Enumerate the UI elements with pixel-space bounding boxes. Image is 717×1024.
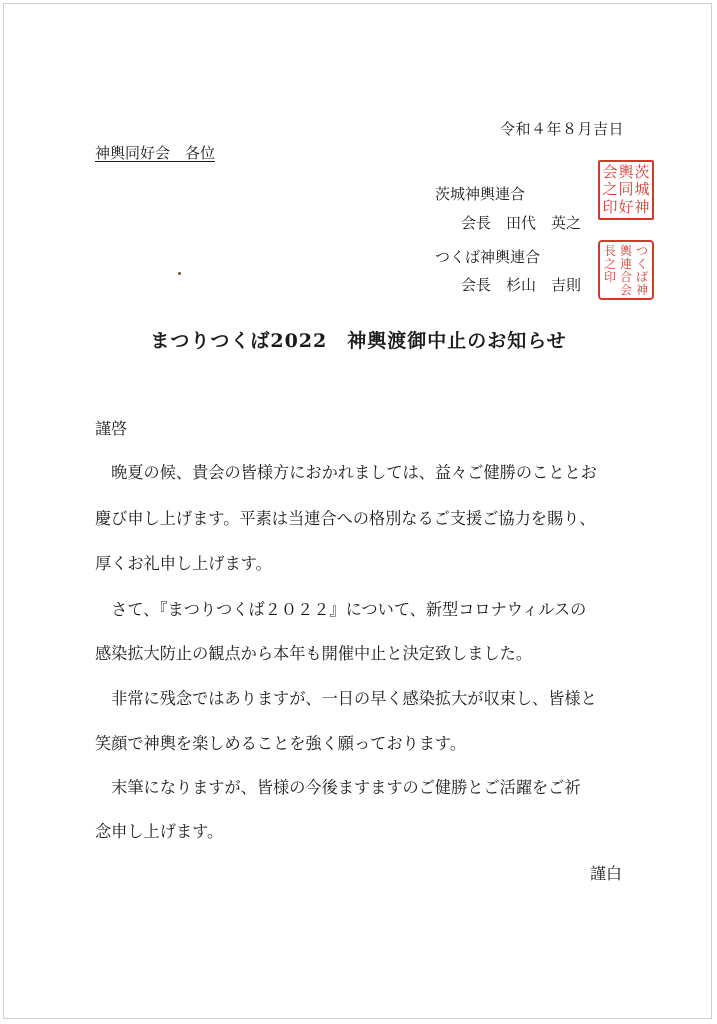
seal-char: 之 [602, 180, 618, 199]
seal-char: ば [635, 269, 648, 284]
seal-char: 之 [603, 256, 616, 271]
sender-org-2: つくば神輿連合 [435, 248, 541, 266]
closing: 謹白 [590, 864, 623, 883]
body-line: 末筆になりますが、皆様の今後ますますのご健勝とご活躍をご祈 [95, 778, 581, 797]
seal-char: 茨 [634, 163, 650, 182]
seal-char: く [635, 256, 648, 271]
body-line: 慶び申し上げます。平素は当連合への格別なるご支援ご協力を賜り、 [95, 509, 596, 528]
paper-speck [178, 272, 181, 275]
seal-char: 合 [619, 269, 632, 284]
seal-char: 輿 [619, 243, 632, 258]
seal-char: 会 [619, 282, 632, 297]
seal-stamp-tsukuba [598, 240, 654, 300]
sender-org-1: 茨城神輿連合 [435, 185, 526, 203]
body-line: 非常に残念ではありますが、一日の早く感染拡大が収束し、皆様と [95, 689, 597, 708]
seal-char: 神 [635, 282, 648, 297]
seal-char: 輿 [618, 163, 634, 182]
seal-char: 印 [603, 269, 616, 284]
sender-president-2: 会長 杉山 吉則 [461, 276, 582, 294]
body-line: 晩夏の候、貴会の皆様方におかれましては、益々ご健勝のこととお [95, 463, 597, 482]
letter-title: まつりつくば2022 神輿渡御中止のお知らせ [150, 330, 567, 352]
seal-char: つ [635, 243, 648, 258]
body-line: さて、『まつりつくば２０２２』について、新型コロナウィルスの [95, 600, 587, 619]
body-line: 笑顔で神輿を楽しめることを強く願っております。 [95, 734, 467, 753]
recipient: 神輿同好会 各位 [95, 144, 216, 162]
seal-char: 連 [619, 256, 632, 271]
seal-char: 城 [634, 180, 650, 199]
seal-char: 印 [602, 197, 618, 216]
seal-char: 同 [618, 180, 634, 199]
body-line: 感染拡大防止の観点から本年も開催中止と決定致しました。 [95, 644, 533, 663]
body-line: 念申し上げます。 [95, 822, 224, 841]
salutation: 謹啓 [95, 419, 128, 438]
seal-char: 会 [602, 163, 618, 182]
body-line: 厚くお礼申し上げます。 [95, 554, 272, 573]
seal-stamp-ibaraki [598, 160, 654, 220]
seal-char: 長 [603, 243, 616, 258]
sender-president-1: 会長 田代 英之 [461, 214, 582, 232]
seal-char: 好 [618, 197, 634, 216]
letter-date: 令和４年８月吉日 [500, 120, 625, 138]
seal-char: 神 [634, 197, 650, 216]
